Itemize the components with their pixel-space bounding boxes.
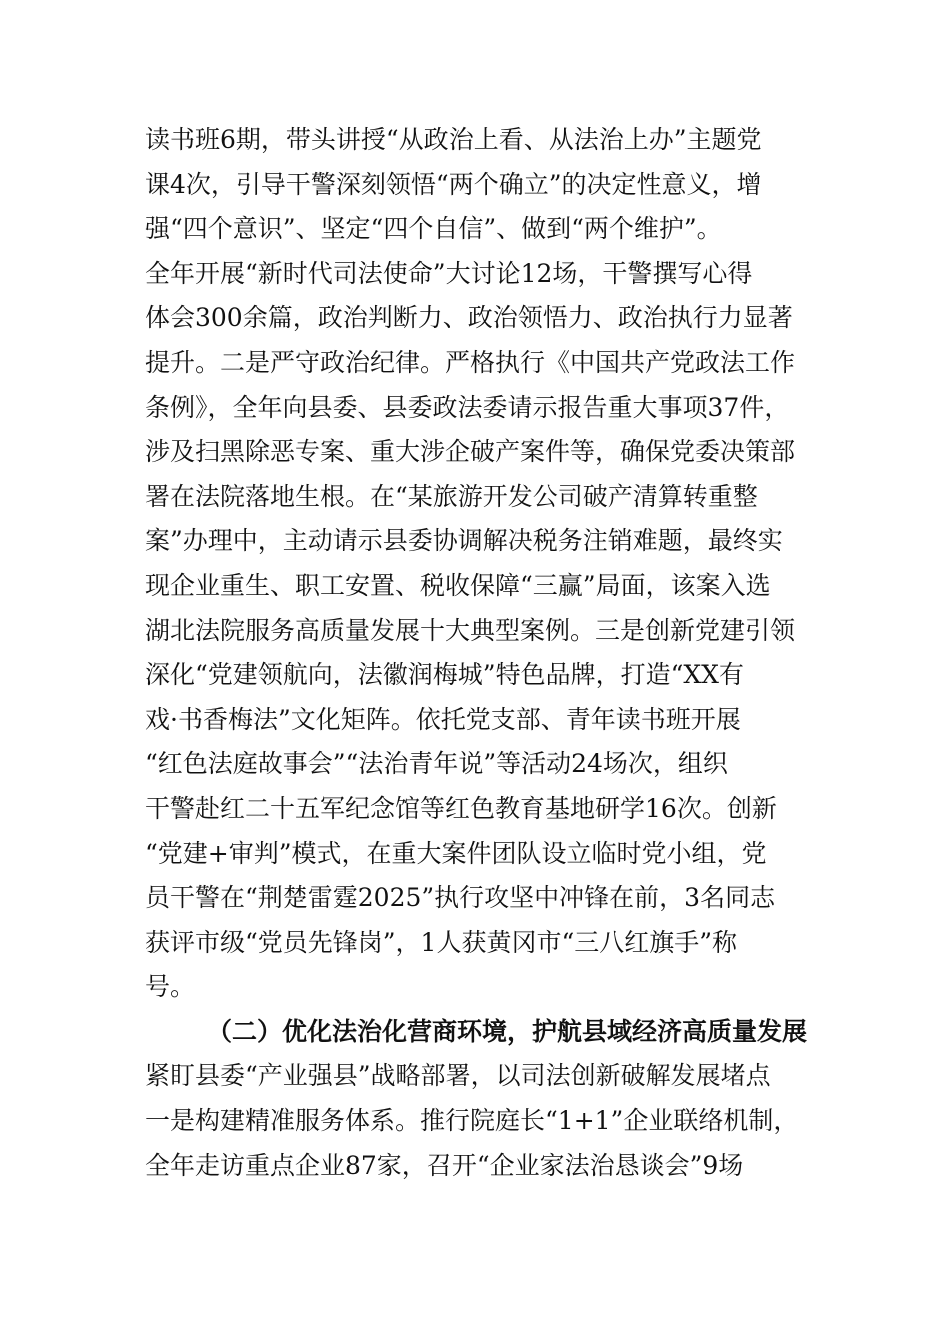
body-line: 获评市级“党员先锋岗”，1人获黄冈市“三八红旗手”称 <box>145 927 738 957</box>
body-line: 一是构建精准服务体系。推行院庭长“1+1”企业联络机制， <box>145 1106 799 1136</box>
body-line: 全年走访重点企业87家，召开“企业家法治恳谈会”9场 <box>145 1150 744 1180</box>
body-line: 全年开展“新时代司法使命”大讨论12场，干警撰写心得 <box>145 258 753 288</box>
body-line: 湖北法院服务高质量发展十大典型案例。三是创新党建引领 <box>145 615 796 645</box>
body-line: 戏·书香梅法”文化矩阵。依托党支部、青年读书班开展 <box>145 704 741 734</box>
body-line: 条例》，全年向县委、县委政法委请示报告重大事项37件， <box>145 392 790 422</box>
body-line: 强“四个意识”、坚定“四个自信”、做到“两个维护”。 <box>145 214 722 244</box>
body-line: 课4次，引导干警深刻领悟“两个确立”的决定性意义，增 <box>145 169 762 199</box>
body-line: 员干警在“荆楚雷霆2025”执行攻坚中冲锋在前，3名同志 <box>145 883 776 913</box>
body-line: 读书班6期，带头讲授“从政治上看、从法治上办”主题党 <box>145 125 762 154</box>
body-line: 现企业重生、职工安置、税收保障“三赢”局面，该案入选 <box>145 570 771 600</box>
body-line: 紧盯县委“产业强县”战略部署，以司法创新破解发展堵点 <box>145 1061 771 1091</box>
body-line: 涉及扫黑除恶专案、重大涉企破产案件等，确保党委决策部 <box>145 437 796 467</box>
body-line: 案”办理中，主动请示县委协调解决税务注销难题，最终实 <box>145 526 783 556</box>
body-line: 深化“党建领航向，法徽润梅城”特色品牌，打造“XX有 <box>145 660 744 690</box>
body-line: 干警赴红二十五军纪念馆等红色教育基地研学16次。创新 <box>145 793 777 823</box>
body-line: 体会300余篇，政治判断力、政治领悟力、政治执行力显著 <box>145 303 793 333</box>
body-line: “红色法庭故事会”“法治青年说”等活动24场次，组织 <box>145 749 728 779</box>
body-line: 号。 <box>145 972 196 1002</box>
document-body <box>145 118 825 1188</box>
body-line: “党建+审判”模式，在重大案件团队设立临时党小组，党 <box>145 838 767 868</box>
section-heading: （二）优化法治化营商环境，护航县域经济高质量发展 <box>207 1016 808 1046</box>
body-line: 提升。二是严守政治纪律。严格执行《中国共产党政法工作 <box>145 347 796 377</box>
body-line: 署在法院落地生根。在“某旅游开发公司破产清算转重整 <box>145 481 758 511</box>
